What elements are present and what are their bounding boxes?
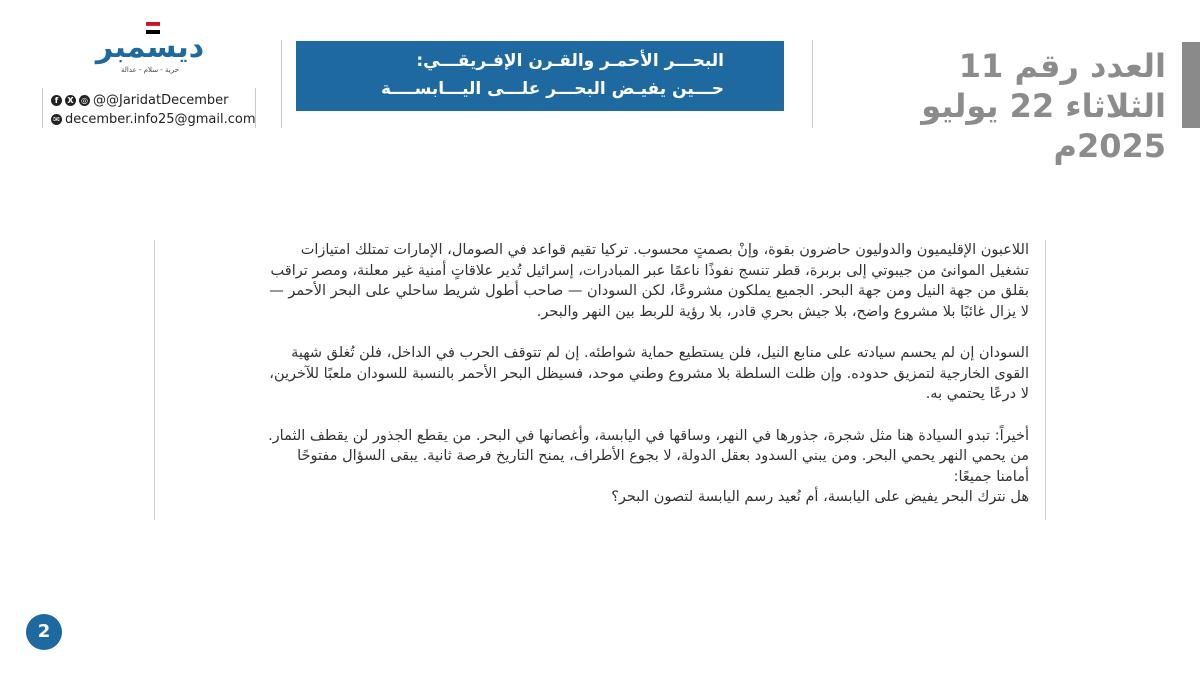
header-divider bbox=[281, 40, 282, 128]
instagram-icon[interactable]: ◎ bbox=[79, 95, 90, 106]
newspaper-logo bbox=[80, 22, 220, 74]
x-icon[interactable]: X bbox=[65, 95, 76, 106]
social-handle[interactable]: @@JaridatDecember bbox=[93, 92, 229, 108]
article-paragraph: السودان إن لم يحسم سيادته على منابع النيل، فلن يستطيع حماية شواطئه. إن لم تتوقف الحرب في الداخل، فلن تُغلق شهية القوى الخارجية لتمزيق حدوده. وإن ظلت السلطة بلا مشروع وطني موحد، فسيظل البحر الأحمر بالنسبة للسودان ملعبًا للآخرين، لا درعًا يحتمي به. bbox=[269, 345, 1029, 402]
facebook-icon[interactable]: f bbox=[51, 95, 62, 106]
article-body bbox=[154, 240, 1046, 520]
logo-tagline: حرية - سلام - عدالة bbox=[121, 66, 179, 74]
article-paragraph: أخيراً: تبدو السيادة هنا مثل شجرة، جذورها في النهر، وساقها في اليابسة، وأغصانها في البحر. من يقطع الجذور لن يقطف الثمار. من يحمي النهر يحمي البحر. ومن يبني السدود بعقل الدولة، لا بجوع الأطراف، يمنح التاريخ فرصة ثانية. يبقى السؤال مفتوحًا أمامنا جميعًا: هل نترك البحر يفيض على اليابسة، أم نُعيد رسم اليابسة لتصون البحر؟ bbox=[268, 427, 1029, 505]
header-divider bbox=[812, 40, 813, 128]
email-icon: ✉ bbox=[51, 114, 62, 125]
social-row bbox=[51, 91, 228, 109]
logo-name: ديسمبر bbox=[95, 30, 205, 65]
article-paragraph: اللاعبون الإقليميون والدوليون حاضرون بقوة، وإنْ بصمتٍ محسوب. تركيا تقيم قواعد في الصومال، الإمارات تمتلك امتيازات تشغيل الموانئ من جيبوتي إلى بربرة، قطر تنسج نفوذًا ناعمًا عبر المبادرات، إسرائيل تُدير علاقاتٍ أمنية غير معلنة، ومصر تراقب بقلق من جهة النيل ومن جهة البحر. الجميع يملكون مشروعًا، لكن السودان — صاحب أطول شريط ساحلي على البحر الأحمر — لا يزال غائبًا بلا مشروع واضح، بلا جيش بحري قادر، بلا رؤية للربط بين النهر والبحر. bbox=[269, 242, 1029, 320]
issue-date: الثلاثاء 22 يوليو 2025م bbox=[921, 87, 1166, 165]
issue-number: العدد رقم 11 bbox=[958, 47, 1166, 85]
contact-block bbox=[42, 88, 256, 128]
email-address[interactable]: december.info25@gmail.com bbox=[65, 111, 256, 127]
issue-info bbox=[806, 46, 1166, 166]
page-number: 2 bbox=[26, 614, 62, 650]
article-title-line-1: البحـــر الأحمـر والقـرن الإفـريقـــي: bbox=[416, 51, 724, 71]
email-row bbox=[51, 110, 256, 128]
right-edge-bar bbox=[1182, 42, 1200, 128]
article-title-line-2: حـــين يفيـض البحـــر علـــى اليـــابســــة bbox=[381, 79, 724, 99]
article-title-box bbox=[296, 41, 784, 111]
